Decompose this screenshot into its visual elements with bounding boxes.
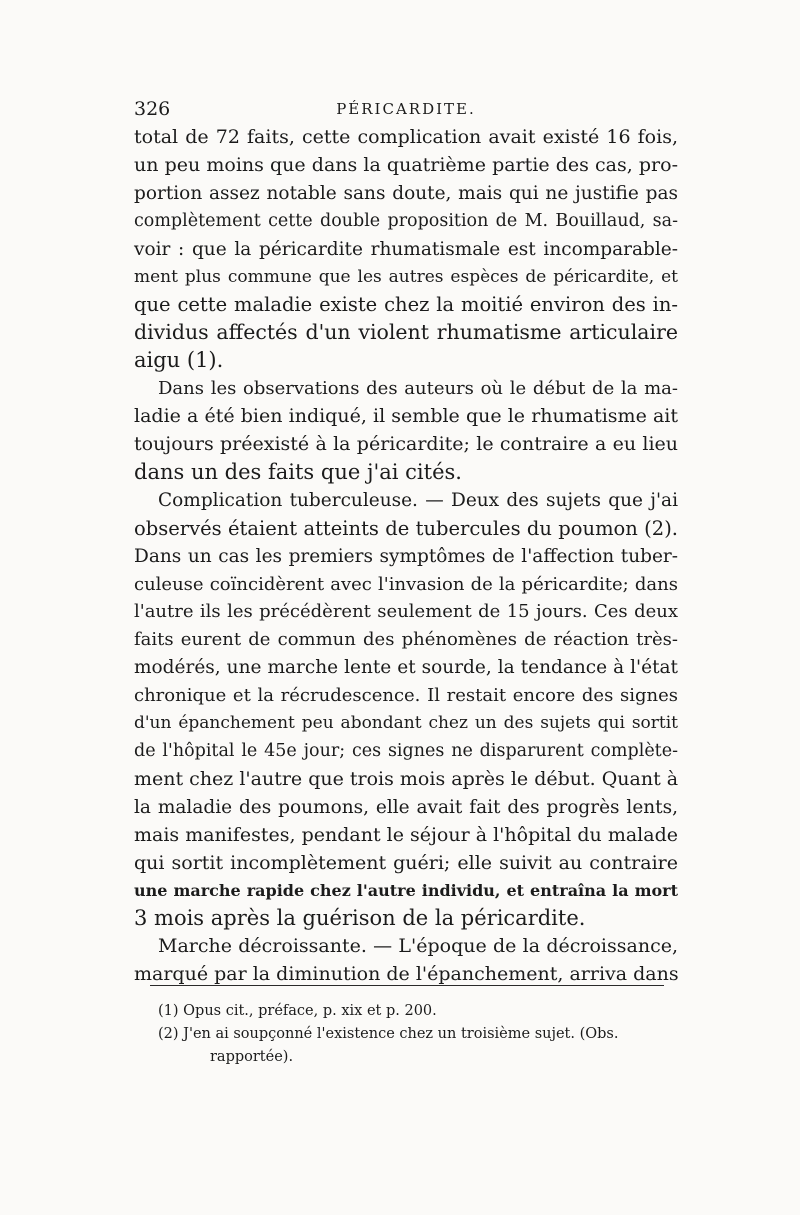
body-text [134,124,678,989]
text-line: culeuse coïncidèrent avec l'invasion de la péricardite; dans [134,573,678,595]
text-line: complètement cette double proposition de M. Bouillaud, sa- [134,210,678,231]
text-line: une marche rapide chez l'autre individu, et entraîna la mort [134,881,678,901]
text-line: ladie a été bien indiqué, il semble que le rhumatisme ait [134,405,678,428]
text-line: 3 mois après la guérison de la péricardite. [134,906,586,931]
footnote: (2) J'en ai soupçonné l'existence chez un troisième sujet. (Obs. [158,1026,619,1042]
running-head: PÉRICARDITE. [336,100,476,118]
footnote-rule [150,985,664,986]
text-line: de l'hôpital le 45e jour; ces signes ne disparurent complète- [134,740,678,761]
text-line: observés étaient atteints de tubercules du poumon (2). [134,516,678,540]
text-line: que cette maladie existe chez la moitié environ des in- [134,293,678,317]
footnote: (1) Opus cit., préface, p. xix et p. 200. [158,1003,437,1019]
text-line: Marche décroissante. — L'époque de la décroissance, [158,935,678,958]
text-line: ment chez l'autre que trois mois après le début. Quant à [134,767,679,790]
text-line: d'un épanchement peu abondant chez un des sujets qui sortit [134,713,678,734]
text-line: voir : que la péricardite rhumatismale est incomparable- [134,238,678,260]
page-header [134,98,678,122]
page-number: 326 [134,98,171,120]
footnote-continuation: rapportée). [210,1049,294,1065]
text-line: chronique et la récrudescence. Il restait encore des signes [134,685,678,707]
text-line: mais manifestes, pendant le séjour à l'hôpital du malade [134,823,678,846]
text-line: ment plus commune que les autres espèces de péricardite, et [134,266,678,287]
text-line: la maladie des poumons, elle avait fait des progrès lents, [134,796,678,818]
text-line: Complication tuberculeuse. — Deux des sujets que j'ai [158,489,678,511]
footnotes [158,1000,678,1069]
text-line: qui sortit incomplètement guéri; elle suivit au contraire [134,851,678,874]
text-line: toujours préexisté à la péricardite; le contraire a eu lieu [134,432,678,455]
text-line: portion assez notable sans doute, mais qui ne justifie pas [134,182,678,204]
text-line: dans un des faits que j'ai cités. [134,459,462,484]
text-line: l'autre ils les précédèrent seulement de 15 jours. Ces deux [134,601,678,623]
text-line: un peu moins que dans la quatrième partie des cas, pro- [134,153,678,176]
text-line: dividus affectés d'un violent rhumatisme articulaire [134,320,678,345]
text-line: Dans un cas les premiers symptômes de l'affection tuber- [134,545,678,567]
text-line: total de 72 faits, cette complication avait existé 16 fois, [134,126,678,148]
text-line: modérés, une marche lente et sourde, la tendance à l'état [134,657,678,679]
text-line: aigu (1). [134,348,224,373]
text-line: Dans les observations des auteurs où le début de la ma- [158,378,678,400]
text-line: marqué par la diminution de l'épanchement, arriva dans [134,963,679,986]
text-line: faits eurent de commun des phénomènes de réaction très- [134,629,678,651]
